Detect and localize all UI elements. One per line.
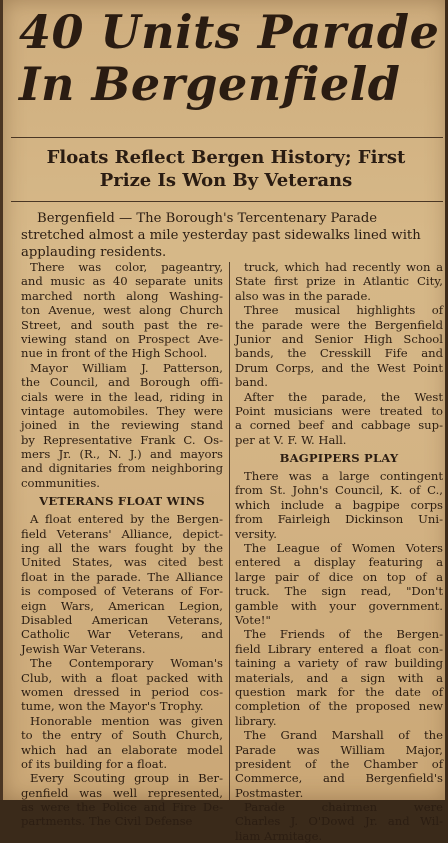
paragraph-line: band. xyxy=(235,375,268,390)
paragraph-line: ing all the wars fought by the xyxy=(21,541,223,556)
paragraph-line: Postmaster. xyxy=(235,785,304,800)
paragraph-line: After the parade, the West xyxy=(244,389,443,404)
headline-line: In Bergenfield xyxy=(19,57,401,111)
paragraph-line: Mayor William J. Patterson, xyxy=(30,360,223,375)
headline-line: 40 Units Parade xyxy=(19,5,440,59)
paragraph-line: taining a variety of raw building xyxy=(235,656,443,671)
lead-line: Bergenfield — The Borough's Tercentenary Parade xyxy=(37,211,378,226)
headline xyxy=(19,6,439,110)
paragraph-line: float in the parade. The Alliance xyxy=(21,569,223,584)
paragraph-line: of its building for a float. xyxy=(21,756,168,771)
right-column xyxy=(235,260,443,843)
paragraph-line: large pair of dice on top of a xyxy=(235,569,443,584)
section-heading: BAGPIPERS PLAY xyxy=(279,451,399,466)
lead-paragraph xyxy=(21,210,439,261)
section-heading: VETERANS FLOAT WINS xyxy=(39,494,205,509)
paragraph-line: by Representative Frank C. Os- xyxy=(21,432,223,447)
paragraph-line: The Contemporary Woman's xyxy=(30,656,223,671)
paragraph-line: communities. xyxy=(21,475,100,490)
paragraph-line: field Library entered a float con- xyxy=(235,641,443,656)
paragraph-line: marched north along Washing- xyxy=(21,288,223,303)
paragraph-line: There was a large contingent xyxy=(244,469,443,484)
paragraph-line: truck. The sign read, "Don't xyxy=(235,584,443,599)
paragraph-line: Charles J. O'Dowd Jr. and Wil- xyxy=(235,814,443,829)
paragraph-line: as were the Police and Fire De- xyxy=(21,800,223,815)
paragraph-line: which had an elaborate model xyxy=(21,742,223,757)
lead-line: applauding residents. xyxy=(21,245,167,260)
paragraph-line: viewing stand on Prospect Ave- xyxy=(21,331,223,346)
paragraph-line: versity. xyxy=(235,526,277,541)
paragraph-line: from Fairleigh Dickinson Uni- xyxy=(235,512,443,527)
subheadline-line: Prize Is Won By Veterans xyxy=(99,170,353,191)
paragraph-line: State first prize in Atlantic City, xyxy=(235,274,443,289)
paragraph-line: There was color, pageantry, xyxy=(30,260,223,274)
paragraph-line: to the entry of South Church, xyxy=(21,728,223,743)
paragraph-line: Catholic War Veterans, and xyxy=(21,627,223,642)
paragraph-line: the parade were the Bergenfield xyxy=(235,317,443,332)
paragraph-line: The League of Women Voters xyxy=(244,541,443,556)
paragraph-line: Parade was William Major, xyxy=(235,742,443,757)
paragraph-line: field Veterans' Alliance, depict- xyxy=(21,526,223,541)
paragraph-line: A float entered by the Bergen- xyxy=(30,512,223,527)
subheadline-rule xyxy=(11,201,443,202)
paragraph-line: partments. The Civil Defense xyxy=(21,814,193,829)
paragraph-line: president of the Chamber of xyxy=(235,756,443,771)
paragraph-line: mers Jr. (R., N. J.) and mayors xyxy=(21,447,223,462)
paragraph-line: Vote!" xyxy=(235,612,271,627)
paragraph-line: a corned beef and cabbage sup- xyxy=(235,418,443,433)
paragraph-line: Honorable mention was given xyxy=(30,713,223,728)
paragraph-line: Parade chairmen were xyxy=(244,800,443,815)
paragraph-line: Drum Corps, and the West Point xyxy=(235,360,443,375)
paragraph-line: United States, was cited best xyxy=(21,555,223,570)
paragraph-line: also was in the parade. xyxy=(235,288,371,303)
paragraph-line: is composed of Veterans of For- xyxy=(21,584,223,599)
paragraph-line: nue in front of the High School. xyxy=(21,346,208,361)
headline-rule xyxy=(11,137,443,138)
paragraph-line: from St. John's Council, K. of C., xyxy=(235,483,443,498)
paragraph-line: joined in the reviewing stand xyxy=(21,418,223,433)
paragraph-line: vintage automobiles. They were xyxy=(21,403,223,418)
paragraph-line: the Council, and Borough offi- xyxy=(21,375,223,390)
paragraph-line: gamble with your government. xyxy=(235,598,443,613)
paragraph-line: entered a display featuring a xyxy=(235,555,443,570)
paragraph-line: Jewish War Veterans. xyxy=(21,641,146,656)
paragraph-line: tume, won the Mayor's Trophy. xyxy=(21,699,204,714)
paragraph-line: bands, the Cresskill Fife and xyxy=(235,346,443,361)
paragraph-line: materials, and a sign with a xyxy=(235,670,443,685)
paragraph-line: cials were in the lead, riding in xyxy=(21,389,223,404)
paragraph-line: eign Wars, American Legion, xyxy=(21,598,223,613)
paragraph-line: genfield was well represented, xyxy=(21,785,223,800)
paragraph-line: Club, with a float packed with xyxy=(21,670,223,685)
left-column xyxy=(21,260,223,829)
paragraph-line: which include a bagpipe corps xyxy=(235,497,443,512)
paragraph-line: Every Scouting group in Ber- xyxy=(30,771,223,786)
subheadline xyxy=(9,146,443,192)
paragraph-line: completion of the proposed new xyxy=(235,699,443,714)
paragraph-line: Point musicians were treated to xyxy=(235,403,443,418)
paragraph-line: Junior and Senior High School xyxy=(235,331,443,346)
paragraph-line: The Friends of the Bergen- xyxy=(244,627,443,642)
paragraph-line: Disabled American Veterans, xyxy=(21,612,223,627)
paragraph-line: and dignitaries from neighboring xyxy=(21,461,223,476)
column-divider xyxy=(229,262,230,800)
lead-line: stretched almost a mile yesterday past sidewalks lined with xyxy=(21,228,421,243)
paragraph-line: The Grand Marshall of the xyxy=(244,728,443,743)
paragraph-line: Street, and south past the re- xyxy=(21,317,223,332)
paragraph-line: liam Armitage. xyxy=(235,828,323,843)
paragraph-line: Three musical highlights of xyxy=(244,303,443,318)
paragraph-line: women dressed in period cos- xyxy=(21,684,223,699)
paragraph-line: per at V. F. W. Hall. xyxy=(235,432,347,447)
paragraph-line: library. xyxy=(235,713,277,728)
paragraph-line: Commerce, and Bergenfield's xyxy=(235,771,443,786)
paragraph-line: question mark for the date of xyxy=(235,684,443,699)
paragraph-line: ton Avenue, west along Church xyxy=(21,303,223,318)
subheadline-line: Floats Reflect Bergen History; First xyxy=(46,147,406,168)
paragraph-line: truck, which had recently won a xyxy=(244,260,443,274)
paragraph-line: and music as 40 separate units xyxy=(21,274,223,289)
